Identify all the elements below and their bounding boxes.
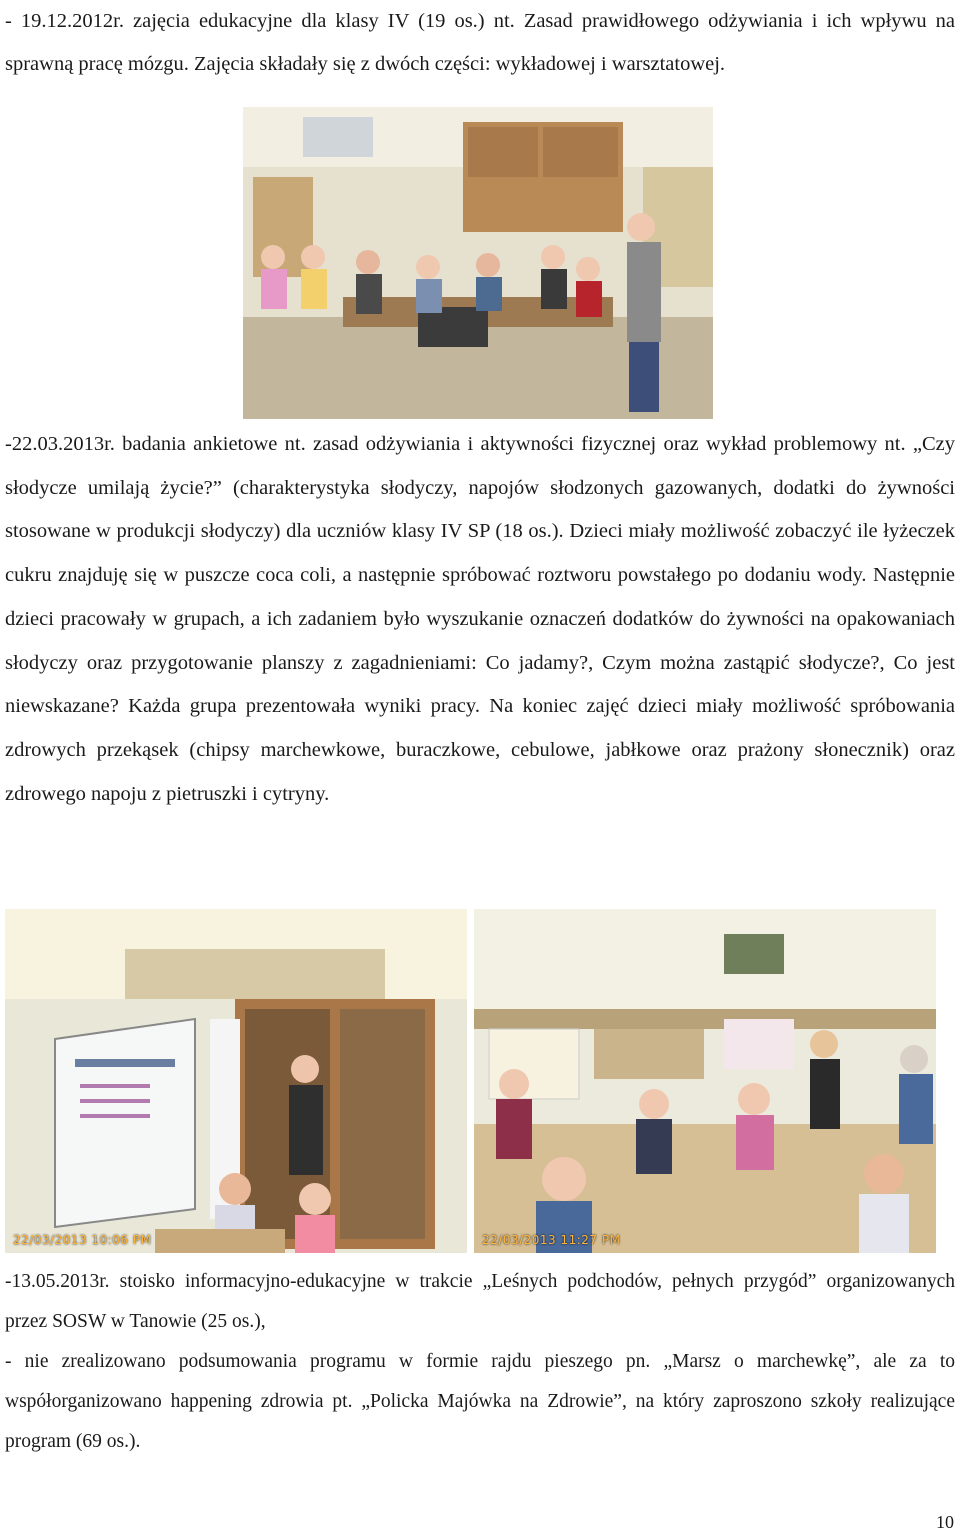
paragraph-2: -22.03.2013r. badania ankietowe nt. zasad odżywiania i aktywności fizycznej oraz wykład problemowy nt. „Czy słodycze umilają życie?” (charakterystyka słodyczy, napojów słodzonych gazowanych, dodatki do żywności stosowane w produkcji słodyczy) dla uczniów klasy IV SP (18 os.). Dzieci miały możliwość zobaczyć ile łyżeczek cukru znajduję się w puszcze coca coli, a następnie spróbować roztworu powstałego po dodaniu wody. Następnie dzieci pracowały w grupach, a ich zadaniem było wyszukanie oznaczeń dodatków do żywności na opakowaniach słodyczy oraz przygotowanie planszy z zagadnieniami: Co jadamy?, Czym można zastąpić słodycze?, Co jest niewskazane? Każda grupa prezentowała wyniki pracy. Na koniec zajęć dzieci miały możliwość spróbowania zdrowych przekąsek (chipsy marchewkowe, buraczkowe, cebulowe, jabłkowe oraz prażony słonecznik) oraz zdrowego napoju z pietruszki i cytryny. <box>5 433 955 805</box>
page-number: 10 <box>936 1512 954 1532</box>
group-work-photo <box>474 909 936 1253</box>
timestamp-overlay: 22/03/2013 10:06 PM <box>13 1233 152 1247</box>
event-line-stoisko: -13.05.2013r. stoisko informacyjno-edukacyjne w trakcie „Leśnych podchodów, pełnych przygód” organizowanych przez SOSW w Tanowie (25 os.), <box>5 1271 955 1332</box>
paragraph-1: - 19.12.2012r. zajęcia edukacyjne dla klasy IV (19 os.) nt. Zasad prawidłowego odżywiania i ich wpływu na sprawną pracę mózgu. Zajęcia składały się z dwóch części: wykładowej i warsztatowej. <box>5 10 955 75</box>
presentation-photo <box>5 909 467 1253</box>
classroom-photo-1 <box>243 107 713 419</box>
paragraph-3 <box>5 1262 955 1462</box>
event-line-happening: - nie zrealizowano podsumowania programu w formie rajdu pieszego pn. „Marsz o marchewkę”, ale za to współorganizowano happening zdrowia pt. „Policka Majówka na Zdrowie”, na który zaproszono szkoły realizujące program (69 os.). <box>5 1351 955 1452</box>
timestamp-overlay: 22/03/2013 11:27 PM <box>482 1233 621 1247</box>
